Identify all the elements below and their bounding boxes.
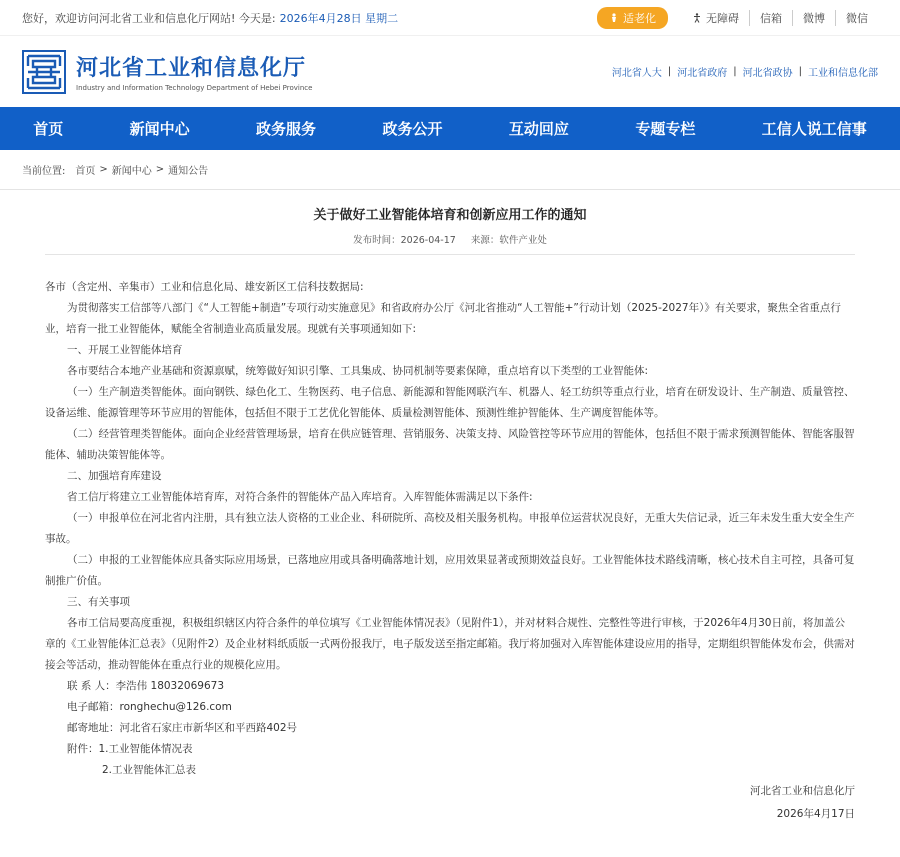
nav-services[interactable]: 政务服务 bbox=[256, 120, 317, 138]
site-name: 河北省工业和信息化厅 bbox=[76, 56, 307, 81]
breadcrumb-label: 当前位置: bbox=[22, 166, 66, 177]
salutation: 各市（含定州、辛集市）工业和信息化局、雄安新区工信科技数据局: bbox=[45, 281, 364, 293]
main-nav bbox=[0, 107, 900, 150]
nav-news[interactable]: 新闻中心 bbox=[129, 120, 190, 138]
emblem-logo-icon[interactable] bbox=[22, 50, 66, 94]
section-heading: 三、有关事项 bbox=[67, 596, 130, 608]
site-header bbox=[0, 36, 900, 107]
article-source: 来源：软件产业处 bbox=[470, 235, 547, 246]
nav-home[interactable]: 首页 bbox=[33, 120, 64, 138]
today-date: 2026年4月28日 星期二 bbox=[279, 11, 399, 25]
breadcrumb-home[interactable]: 首页 bbox=[75, 166, 96, 177]
elder-mode-label: 适老化 bbox=[623, 11, 656, 25]
article bbox=[0, 204, 900, 825]
breadcrumb-notices[interactable]: 通知公告 bbox=[168, 166, 209, 177]
article-body bbox=[45, 277, 855, 825]
section-heading: 二、加强培育库建设 bbox=[67, 470, 162, 482]
breadcrumb bbox=[0, 150, 900, 190]
signer: 河北省工业和信息化厅 bbox=[750, 785, 855, 797]
nav-staff-talk[interactable]: 工信人说工信事 bbox=[761, 120, 867, 138]
header-links: 河北省人大 | 河北省政府 | 河北省政协 | 工业和信息化部 bbox=[611, 66, 878, 79]
attachment-1[interactable]: 附件：1.工业智能体情况表 bbox=[67, 743, 193, 755]
site-logo-text[interactable] bbox=[76, 51, 312, 92]
paragraph: （二）申报的工业智能体应具备实际应用场景，已落地应用或具备明确落地计划，应用效果显著或预期效益良好。工业智能体技术路线清晰，核心技术自主可控，具备可复制推广价值。 bbox=[45, 554, 855, 587]
paragraph: （一）生产制造类智能体。面向钢铁、绿色化工、生物医药、电子信息、新能源和智能网联汽车、机器人、轻工纺织等重点行业，培育在研发设计、生产制造、质量管控、设备运维、能源管理等环节应用的智能体，包括但不限于工艺优化智能体、质量检测智能体、预测性维护智能体、生产调度智能体等。 bbox=[45, 386, 855, 419]
accessibility-link[interactable] bbox=[682, 10, 749, 26]
link-miit[interactable]: 工业和信息化部 bbox=[808, 68, 878, 79]
elder-icon bbox=[609, 13, 619, 23]
contact-email[interactable]: 电子邮箱：ronghechu@126.com bbox=[67, 701, 232, 713]
site-name-en: Industry and Information Technology Department of Hebei Province bbox=[76, 84, 313, 92]
top-bar bbox=[0, 0, 900, 36]
breadcrumb-sep: > bbox=[99, 164, 108, 175]
breadcrumb-news[interactable]: 新闻中心 bbox=[111, 166, 152, 177]
weibo-link[interactable]: 微博 bbox=[792, 10, 835, 26]
publish-time: 发布时间：2026-04-17 bbox=[353, 235, 456, 246]
wechat-link[interactable]: 微信 bbox=[835, 10, 878, 26]
mailing-address: 邮寄地址：河北省石家庄市新华区和平西路402号 bbox=[67, 722, 298, 734]
mailbox-link[interactable]: 信箱 bbox=[749, 10, 792, 26]
elder-mode-button[interactable] bbox=[597, 7, 668, 29]
paragraph: 各市工信局要高度重视，积极组织辖区内符合条件的单位填写《工业智能体情况表》（见附件1），并对材料合规性、完整性等进行审核，于2026年4月30日前，将加盖公章的《工业智能体汇总表》（见附件2）及企业材料纸质版一式两份报我厅，电子版发送至指定邮箱。我厅将加强对入库智能体建设应用的指导，定期组织智能体发布会，供需对接会等活动，推动智能体在重点行业的规模化应用。 bbox=[45, 617, 855, 671]
welcome-text: 您好，欢迎访问河北省工业和信息化厅网站! 今天是: bbox=[22, 11, 276, 25]
nav-gov-disclosure[interactable]: 政务公开 bbox=[382, 120, 443, 138]
paragraph: 为贯彻落实工信部等八部门《“人工智能+制造”专项行动实施意见》和省政府办公厅《河北省推动“人工智能+”行动计划（2025-2027年）》有关要求，聚焦全省重点行业，培育一批工业智能体，赋能全省制造业高质量发展。现就有关事项通知如下: bbox=[45, 302, 841, 335]
contact-person: 联 系 人：李浩伟 18032069673 bbox=[67, 680, 224, 692]
link-hebei-gov[interactable]: 河北省政府 bbox=[677, 68, 728, 79]
section-heading: 一、开展工业智能体培育 bbox=[67, 344, 183, 356]
accessibility-icon bbox=[692, 13, 702, 23]
paragraph: 省工信厅将建立工业智能体培育库，对符合条件的智能体产品入库培育。入库智能体需满足以下条件: bbox=[67, 491, 533, 503]
article-meta bbox=[45, 232, 855, 255]
paragraph: （一）申报单位在河北省内注册，具有独立法人资格的工业企业、科研院所、高校及相关服务机构。申报单位运营状况良好，无重大失信记录，近三年未发生重大安全生产事故。 bbox=[45, 512, 855, 545]
paragraph: 各市要结合本地产业基础和资源禀赋，统筹做好知识引擎、工具集成、协同机制等要素保障，重点培育以下类型的工业智能体: bbox=[67, 365, 649, 377]
accessibility-label: 无障碍 bbox=[706, 11, 739, 25]
nav-interaction[interactable]: 互动回应 bbox=[508, 120, 569, 138]
breadcrumb-sep: > bbox=[155, 164, 165, 175]
sign-date: 2026年4月17日 bbox=[776, 808, 855, 820]
link-hebei-cppcc[interactable]: 河北省政协 bbox=[742, 68, 793, 79]
attachment-2[interactable]: 2.工业智能体汇总表 bbox=[102, 764, 197, 776]
paragraph: （二）经营管理类智能体。面向企业经营管理场景，培育在供应链管理、营销服务、决策支持、风险管控等环节应用的智能体，包括但不限于需求预测智能体、智能客服智能体、辅助决策智能体等。 bbox=[45, 428, 855, 461]
nav-topics[interactable]: 专题专栏 bbox=[635, 120, 696, 138]
link-hebei-npc[interactable]: 河北省人大 bbox=[611, 68, 662, 79]
article-title: 关于做好工业智能体培育和创新应用工作的通知 bbox=[313, 208, 587, 223]
